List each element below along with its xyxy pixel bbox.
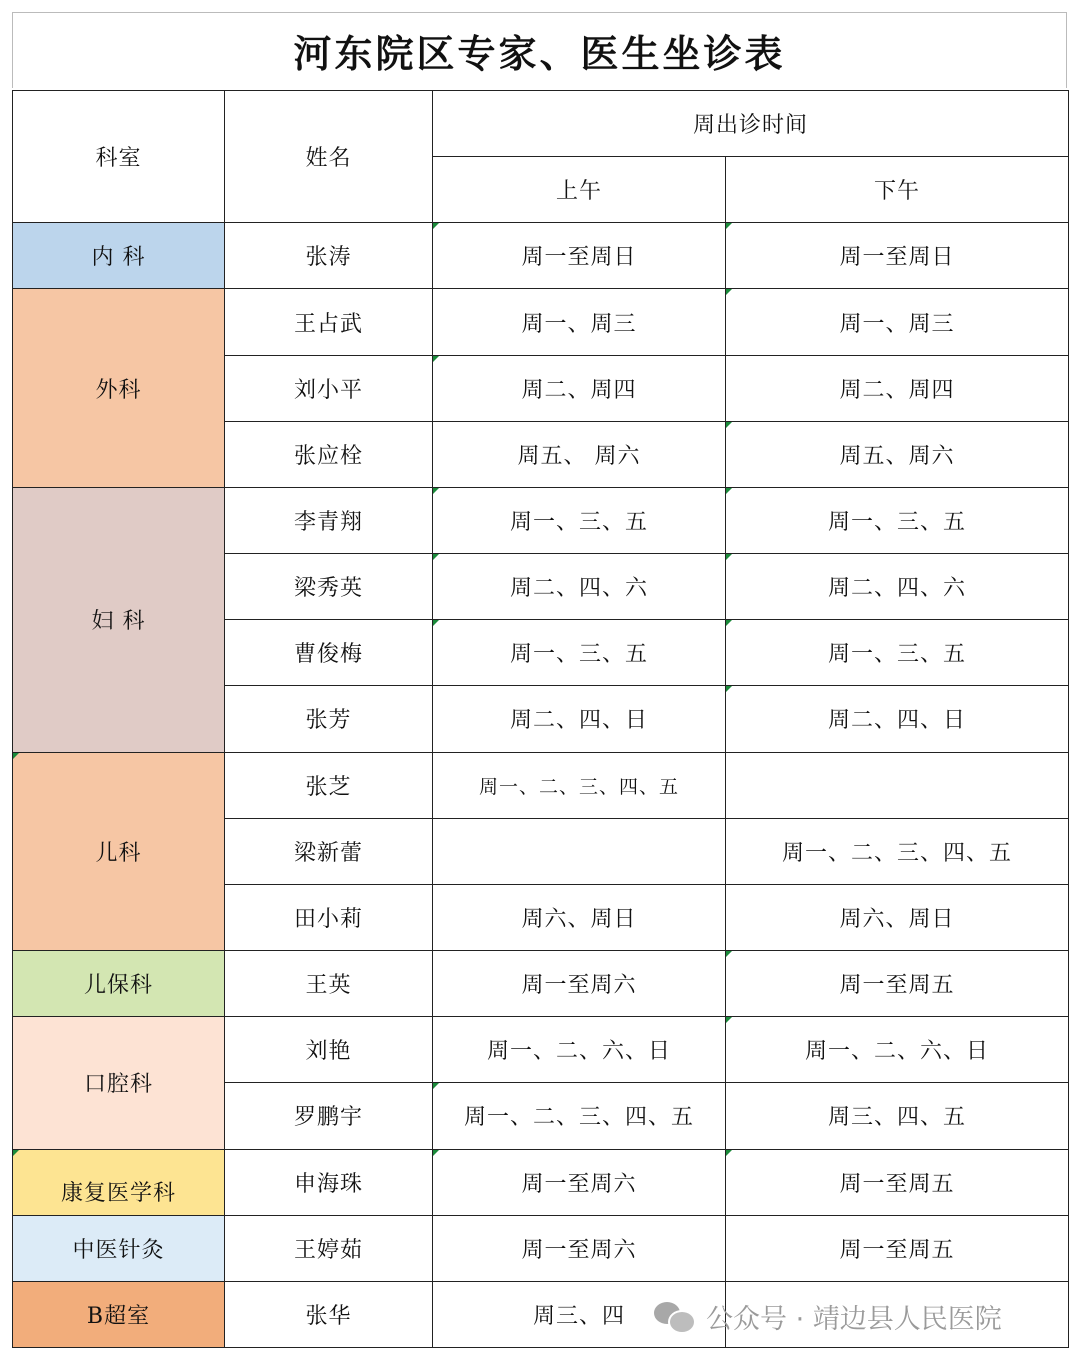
- pm-cell: [726, 752, 1069, 818]
- table-row: [13, 289, 1069, 355]
- doctor-name: 张华: [225, 1281, 433, 1347]
- pm-cell: 周二、四、六: [726, 554, 1069, 620]
- doctor-name: 田小莉: [225, 884, 433, 950]
- doctor-name: 张应栓: [225, 421, 433, 487]
- am-cell: [433, 818, 726, 884]
- am-cell: 周二、周四: [433, 355, 726, 421]
- pm-cell: 周一、三、五: [726, 620, 1069, 686]
- table-row: [13, 223, 1069, 289]
- dept-cell: 外科: [13, 289, 225, 487]
- pm-cell: 周五、周六: [726, 421, 1069, 487]
- doctor-name: 梁秀英: [225, 554, 433, 620]
- am-cell: 周一、二、三、四、五: [433, 752, 726, 818]
- schedule-table: [12, 90, 1069, 1348]
- dept-cell: 妇 科: [13, 487, 225, 752]
- doctor-name: 王英: [225, 951, 433, 1017]
- doctor-name: 曹俊梅: [225, 620, 433, 686]
- dept-cell: 康复医学科: [13, 1149, 225, 1215]
- pm-cell: 周一、二、六、日: [726, 1017, 1069, 1083]
- pm-cell: 周二、周四: [726, 355, 1069, 421]
- wechat-icon: [654, 1300, 694, 1332]
- table-row: [13, 752, 1069, 818]
- pm-cell: 周六、周日: [726, 884, 1069, 950]
- doctor-name: 张芝: [225, 752, 433, 818]
- table-row: [13, 951, 1069, 1017]
- dept-cell: 口腔科: [13, 1017, 225, 1149]
- watermark: [654, 1296, 1002, 1336]
- header-dept: 科室: [13, 91, 225, 223]
- page-title: 河东院区专家、医生坐诊表: [293, 31, 786, 76]
- doctor-name: 张涛: [225, 223, 433, 289]
- watermark-text: 公众号 · 靖边县人民医院: [706, 1303, 1002, 1335]
- doctor-name: 王占武: [225, 289, 433, 355]
- table-row: [13, 1017, 1069, 1083]
- table-row: [13, 487, 1069, 553]
- pm-cell: 周一、二、三、四、五: [726, 818, 1069, 884]
- pm-cell: 周一、周三: [726, 289, 1069, 355]
- doctor-name: 王婷茹: [225, 1215, 433, 1281]
- am-cell: 周五、 周六: [433, 421, 726, 487]
- header-am: 上午: [433, 157, 726, 223]
- table-row: [13, 1149, 1069, 1215]
- title-bar: [12, 12, 1067, 88]
- pm-cell: 周一至周五: [726, 1215, 1069, 1281]
- am-cell: 周一至周六: [433, 1149, 726, 1215]
- doctor-name: 李青翔: [225, 487, 433, 553]
- doctor-name: 张芳: [225, 686, 433, 752]
- doctor-name: 刘小平: [225, 355, 433, 421]
- am-cell: 周一至周六: [433, 1215, 726, 1281]
- am-cell: 周一、二、六、日: [433, 1017, 726, 1083]
- am-cell: 周二、四、六: [433, 554, 726, 620]
- pm-cell: 周一至周日: [726, 223, 1069, 289]
- header-weekly: 周出诊时间: [433, 91, 1069, 157]
- table-row: [13, 1215, 1069, 1281]
- pm-cell: 周二、四、日: [726, 686, 1069, 752]
- doctor-name: 罗鹏宇: [225, 1083, 433, 1149]
- am-cell: 周一至周六: [433, 951, 726, 1017]
- pm-cell: 周三、四、五: [726, 1083, 1069, 1149]
- pm-cell: 周一至周五: [726, 951, 1069, 1017]
- am-cell: 周一、周三: [433, 289, 726, 355]
- dept-cell: 儿保科: [13, 951, 225, 1017]
- pm-cell: 周一、三、五: [726, 487, 1069, 553]
- doctor-name: 刘艳: [225, 1017, 433, 1083]
- am-cell: 周二、四、日: [433, 686, 726, 752]
- doctor-name: 梁新蕾: [225, 818, 433, 884]
- am-cell: 周一、二、三、四、五: [433, 1083, 726, 1149]
- am-cell: 周一至周日: [433, 223, 726, 289]
- dept-cell: B超室: [13, 1281, 225, 1347]
- dept-cell: 内 科: [13, 223, 225, 289]
- dept-cell: 中医针灸: [13, 1215, 225, 1281]
- header-pm: 下午: [726, 157, 1069, 223]
- header-name: 姓名: [225, 91, 433, 223]
- am-cell: 周一、三、五: [433, 487, 726, 553]
- pm-cell: 周一至周五: [726, 1149, 1069, 1215]
- dept-cell: 儿科: [13, 752, 225, 950]
- am-cell: 周一、三、五: [433, 620, 726, 686]
- am-cell: 周六、周日: [433, 884, 726, 950]
- doctor-name: 申海珠: [225, 1149, 433, 1215]
- am-cell: 周三、四: [433, 1281, 726, 1347]
